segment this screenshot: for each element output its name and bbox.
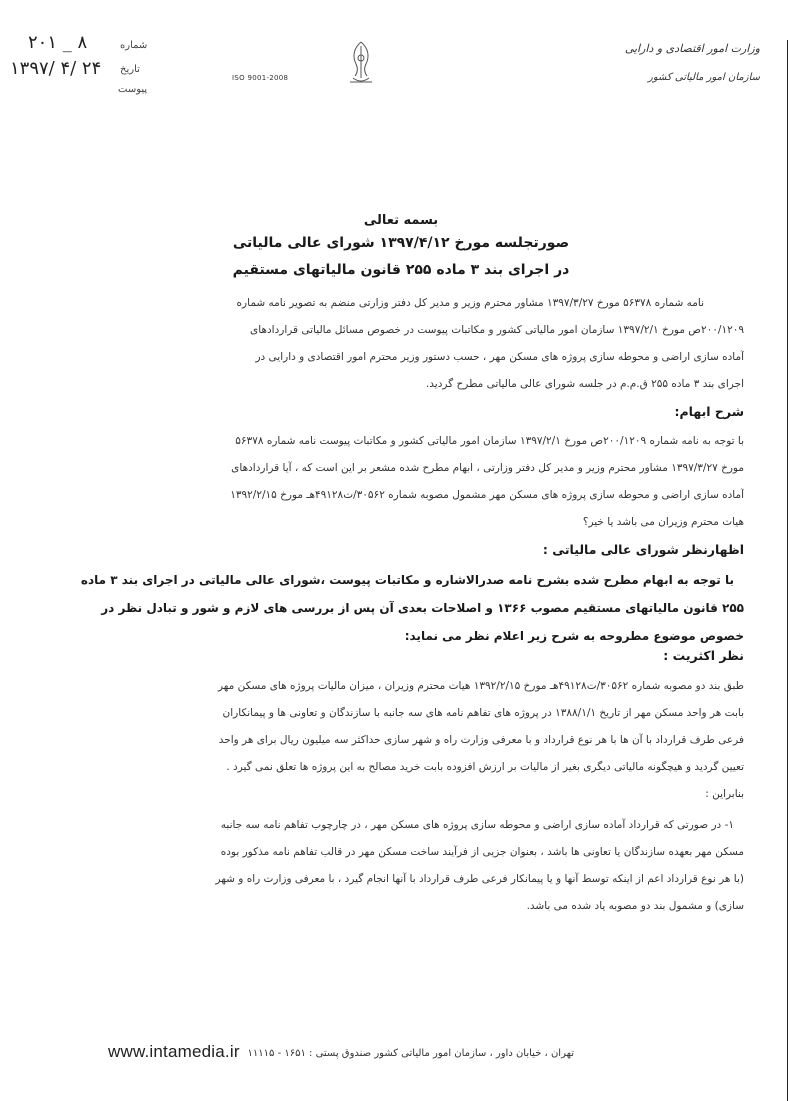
paragraph-line: فرعی طرف قرارداد با آن ها با هر نوع قرارداد و با معرفی وزارت راه و شهر سازی حداکثر سه میلیون ریال برای هر واحد xyxy=(218,734,744,746)
paragraph-line: با توجه به نامه شماره ۲۰۰/۱۲۰۹ص مورخ ۱۳۹۷/۲/۱ سازمان امور مالیاتی کشور و مکاتبات پیوست نامه شماره ۵۶۳۷۸ xyxy=(235,435,744,447)
page-edge-line xyxy=(787,40,788,1101)
footer-website: www.intamedia.ir xyxy=(108,1042,240,1061)
paragraph-line: بنابراین : xyxy=(705,788,744,800)
paragraph-line: ۲۵۵ قانون مالیاتهای مستقیم مصوب ۱۳۶۶ و اصلاحات بعدی آن پس از بررسی های لازم و شور و تبادل نظر در xyxy=(101,601,744,615)
paragraph-line: طبق بند دو مصوبه شماره ۳۰۵۶۲/ت۴۹۱۲۸هـ مورخ ۱۳۹۲/۲/۱۵ هیات محترم وزیران ، میزان مالیات پروژه های مسکن مهر xyxy=(217,680,744,692)
ministry-name: وزارت امور اقتصادی و دارایی xyxy=(624,42,760,55)
date-label: تاریخ xyxy=(120,64,140,75)
number-label: شماره xyxy=(120,40,148,51)
majority-paragraph xyxy=(58,673,744,808)
attachment-label: پیوست xyxy=(118,84,148,95)
clause-1-paragraph xyxy=(58,812,744,920)
paragraph-line: مورخ ۱۳۹۷/۳/۲۷ مشاور محترم وزیر و مدیر کل دفتر وزارتی ، ابهام مطرح شده مشعر بر این است که ، آیا قراردادهای xyxy=(231,462,744,474)
iran-emblem-icon xyxy=(344,38,378,88)
invocation-heading: بسمه تعالی xyxy=(363,213,439,228)
paragraph-line: ۲۰۰/۱۲۰۹ص مورخ ۱۳۹۷/۲/۱ سازمان امور مالیاتی کشور و مکاتبات پیوست در خصوص مسائل مالیاتی قراردادهای xyxy=(250,324,744,336)
intro-paragraph xyxy=(58,290,744,398)
paragraph-line: هیات محترم وزیران می باشد یا خیر؟ xyxy=(582,516,744,528)
paragraph-line: خصوص موضوع مطروحه به شرح زیر اعلام نظر می نماید: xyxy=(404,629,744,643)
paragraph-line: تعیین گردید و هیچگونه مالیاتی دیگری بغیر از مالیات بر ارزش افزوده بابت خرید مصالح به این پروژه ها تعلق نمی گیرد . xyxy=(226,761,744,773)
ambiguity-heading: شرح ابهام: xyxy=(674,404,744,419)
paragraph-line: بابت هر واحد مسکن مهر از تاریخ ۱۳۸۸/۱/۱ در پروژه های تفاهم نامه های سه جانبه با سازندگان و تعاونی ها و پیمانکاران xyxy=(222,707,744,719)
paragraph-line: سازی) و مشمول بند دو مصوبه یاد شده می باشد. xyxy=(526,900,744,912)
paragraph-line: آماده سازی اراضی و محوطه سازی پروژه های مسکن مهر مشمول مصوبه شماره ۳۰۵۶۲/ت۴۹۱۲۸هـ مورخ ۱۳۹۲/۲/۱۵ xyxy=(230,489,744,501)
paragraph-line: ۱- در صورتی که قرارداد آماده سازی اراضی و محوطه سازی پروژه های مسکن مهر ، در چارچوب تفاهم نامه سه جانبه xyxy=(220,819,734,831)
ambiguity-paragraph xyxy=(58,428,744,536)
majority-heading: نظر اکثریت : xyxy=(663,648,744,663)
paragraph-line: نامه شماره ۵۶۳۷۸ مورخ ۱۳۹۷/۳/۲۷ مشاور محترم وزیر و مدیر کل دفتر وزارتی منضم به تصویر نامه شماره xyxy=(236,297,704,309)
footer-address: تهران ، خیابان داور ، سازمان امور مالیاتی کشور صندوق پستی : ۱۶۵۱ - ۱۱۱۱۵ xyxy=(247,1048,574,1059)
paragraph-line: با توجه به ابهام مطرح شده بشرح نامه صدرالاشاره و مکاتبات پیوست ،شورای عالی مالیاتی در اجرای بند ۳ ماده xyxy=(80,573,734,587)
paragraph-line: (با هر نوع قرارداد اعم از اینکه توسط آنها و یا پیمانکار فرعی طرف قرارداد با آنها انجام گیرد ، با معرفی وزارت راه و شهر xyxy=(215,873,744,885)
paragraph-line: اجرای بند ۳ ماده ۲۵۵ ق.م.م در جلسه شورای عالی مالیاتی مطرح گردید. xyxy=(425,378,744,390)
paragraph-line: آماده سازی اراضی و محوطه سازی پروژه های مسکن مهر ، حسب دستور وزیر محترم امور اقتصادی و دارایی در xyxy=(255,351,744,363)
handwritten-letter-number: ۲۰۱ _ ۸ xyxy=(28,32,88,53)
council-view-heading: اظهارنظر شورای عالی مالیاتی : xyxy=(542,542,744,557)
minutes-subtitle: در اجرای بند ۳ ماده ۲۵۵ قانون مالیاتهای مستقیم xyxy=(232,262,570,278)
handwritten-letter-date: ۱۳۹۷/ ۴/ ۲۴ xyxy=(10,58,102,79)
paragraph-line: مسکن مهر بعهده سازندگان یا تعاونی ها باشد ، بعنوان جزیی از فرآیند ساخت مسکن مهر در قالب تفاهم نامه مذکور بوده xyxy=(220,846,744,858)
council-view-paragraph xyxy=(58,566,744,650)
organization-name: سازمان امور مالیاتی کشور xyxy=(648,72,760,83)
minutes-title: صورتجلسه مورخ ۱۳۹۷/۴/۱۲ شورای عالی مالیاتی xyxy=(232,235,570,251)
iso-certification: ISO 9001-2008 xyxy=(232,74,289,82)
